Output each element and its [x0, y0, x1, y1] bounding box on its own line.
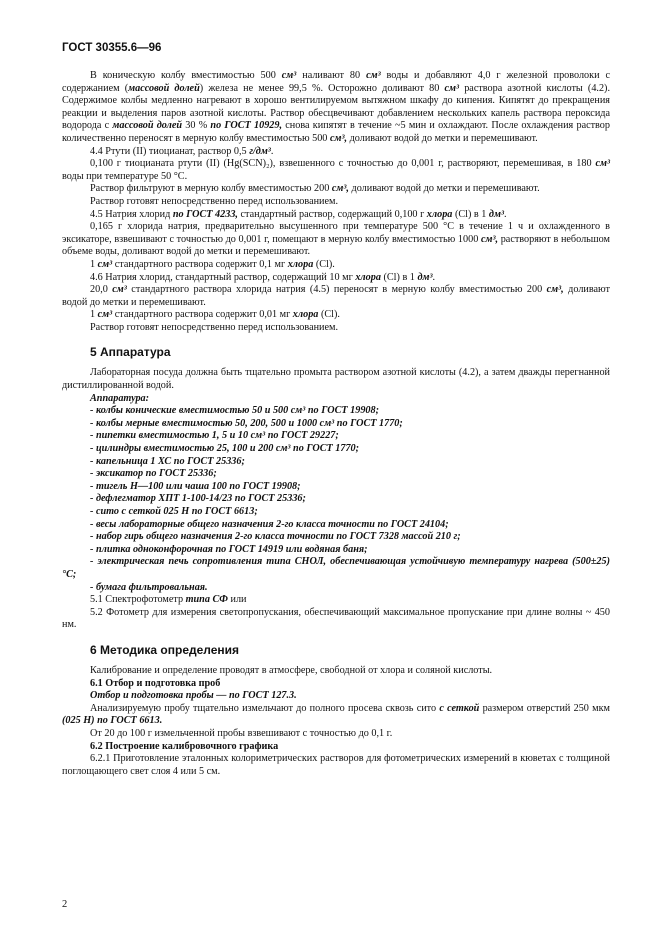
apparatus-item: - эксикатор по ГОСТ 25336; — [90, 468, 217, 480]
clause-4-4-title: 4.4 Ртути (II) тиоцианат, раствор 0,5 г/дм³. — [90, 145, 274, 157]
clause-5-2: 5.2 Фотометр для измерения светопропускания, обеспечивающий максимальное пропускание при длине волны ~ 450 нм. — [62, 606, 610, 631]
document-body — [62, 70, 610, 778]
apparatus-item: - дефлегматор ХПТ 1-100-14/23 по ГОСТ 25336; — [90, 493, 306, 505]
clause-4-6-note: Раствор готовят непосредственно перед использованием. — [90, 321, 339, 333]
clause-4-4-filter: Раствор фильтруют в мерную колбу вместимостью 200 см³, доливают водой до метки и перемешивают. — [90, 183, 540, 195]
clause-4-6-content: 1 см³ стандартного раствора содержит 0,01 мг хлора (Cl). — [90, 309, 340, 321]
clause-6-1-weighing: От 20 до 100 г измельченной пробы взвешивают с точностью до 0,1 г. — [90, 727, 393, 739]
apparatus-item: - колбы мерные вместимостью 50, 200, 500 и 1000 см³ по ГОСТ 1770; — [90, 417, 403, 429]
running-header: ГОСТ 30355.6—96 — [62, 42, 162, 54]
apparatus-item: - колбы конические вместимостью 50 и 500 см³ по ГОСТ 19908; — [90, 405, 379, 417]
clause-4-4-note: Раствор готовят непосредственно перед использованием. — [90, 195, 339, 207]
clause-6-2-title: 6.2 Построение калибровочного графика — [90, 740, 279, 752]
apparatus-item: - тигель Н—100 или чаша 100 по ГОСТ 19908; — [90, 480, 301, 492]
apparatus-item: - сито с сеткой 025 Н по ГОСТ 6613; — [90, 506, 258, 517]
apparatus-item: - капельница 1 ХС по ГОСТ 25336; — [90, 455, 245, 467]
section-5-heading: 5 Аппаратура — [90, 345, 171, 360]
page-number: 2 — [62, 899, 68, 910]
apparatus-item: - цилиндры вместимостью 25, 100 и 200 см³ по ГОСТ 1770; — [90, 443, 360, 455]
apparatus-item: - электрическая печь сопротивления типа СНОЛ, обеспечивающая устойчивую температуру нагрева (500±25) °C; — [62, 556, 610, 580]
apparatus-item: - плитка одноконфорочная по ГОСТ 14919 или водяная баня; — [90, 543, 368, 555]
clause-4-5-content: 1 см³ стандартного раствора содержит 0,1 мг хлора (Cl). — [90, 258, 335, 270]
clause-6-1-text: Анализируемую пробу тщательно измельчают до полного просева сквозь сито с сеткой размером отверстий 250 мкм (025 Н) по ГОСТ 6613. — [62, 702, 610, 727]
paragraph-iron-solution: В коническую колбу вместимостью 500 см³ наливают 80 см³ воды и добавляют 4,0 г железной проволоки с содержанием (массовой долей) железа не менее 99,5 %. Осторожно доливают 80 см³ раствора азотной кислоты (4.2). Содержимое колбы медленно нагревают в хорошо вентилируемом вытяжном шкафу до кипения. Кипятят до прекращения реакции и выделения паров азотной кислоты. Раствор обесцвечивают добавлением нескольких капель раствора пероксида водорода с массовой долей 30 % по ГОСТ 10929, снова кипятят в течение ~5 мин и охлаждают. После охлаждения раствор количественно переносят в мерную колбу вместимостью 500 см³, доливают водой до метки и перемешивают. — [62, 70, 610, 144]
apparatus-item: - пипетки вместимостью 1, 5 и 10 см³ по ГОСТ 29227; — [90, 430, 339, 442]
clause-6-2-1: 6.2.1 Приготовление эталонных колориметрических растворов для фотометрических измерений в кюветах с толщиной поглощающего свет слоя 4 или 5 см. — [62, 753, 610, 777]
clause-6-1-subtitle: Отбор и подготовка пробы — по ГОСТ 127.3. — [90, 690, 297, 702]
clause-4-6-title: 4.6 Натрия хлорид, стандартный раствор, содержащий 10 мг хлора (Cl) в 1 дм³. — [90, 271, 436, 283]
clause-6-1-title: 6.1 Отбор и подготовка проб — [90, 677, 221, 689]
clause-4-4-text: 0,100 г тиоцианата ртути (II) (Hg(SCN)₂), взвешенного с точностью до 0,001 г, растворяют, перемешивая, в 180 см³ воды при температуре 50 °C. — [62, 158, 610, 182]
clause-5-1: 5.1 Спектрофотометр типа СФ или — [90, 594, 247, 606]
section-5-intro: Лабораторная посуда должна быть тщательно промыта раствором азотной кислоты (4.2), а затем дважды перегнанной дистиллированной водой. — [62, 367, 610, 392]
apparatus-list — [62, 405, 610, 594]
apparatus-heading: Аппаратура: — [90, 392, 150, 404]
clause-4-5-text: 0,165 г хлорида натрия, предварительно высушенного при температуре 500 °C в течение 1 ч и охлажденного в эксикаторе, взвешивают с точностью до 0,001 г, помещают в мерную колбу вместимостью 1000 см³, растворяют в небольшом объеме воды, доливают водой до метки и перемешивают. — [62, 221, 610, 258]
section-6-heading: 6 Методика определения — [90, 642, 240, 657]
clause-4-5-title: 4.5 Натрия хлорид по ГОСТ 4233, стандартный раствор, содержащий 0,100 г хлора (Cl) в 1 дм³. — [90, 208, 507, 220]
clause-4-6-text: 20,0 см³ стандартного раствора хлорида натрия (4.5) переносят в мерную колбу вместимостью 200 см³, доливают водой до метки и перемешивают. — [62, 284, 610, 308]
apparatus-item: - набор гирь общего назначения 2-го класса точности по ГОСТ 7328 массой 210 г; — [90, 531, 461, 543]
section-6-intro: Калибрование и определение проводят в атмосфере, свободной от хлора и соляной кислоты. — [90, 664, 493, 676]
apparatus-item: - весы лабораторные общего назначения 2-го класса точности по ГОСТ 24104; — [90, 518, 449, 530]
apparatus-item: - бумага фильтровальная. — [90, 581, 208, 593]
